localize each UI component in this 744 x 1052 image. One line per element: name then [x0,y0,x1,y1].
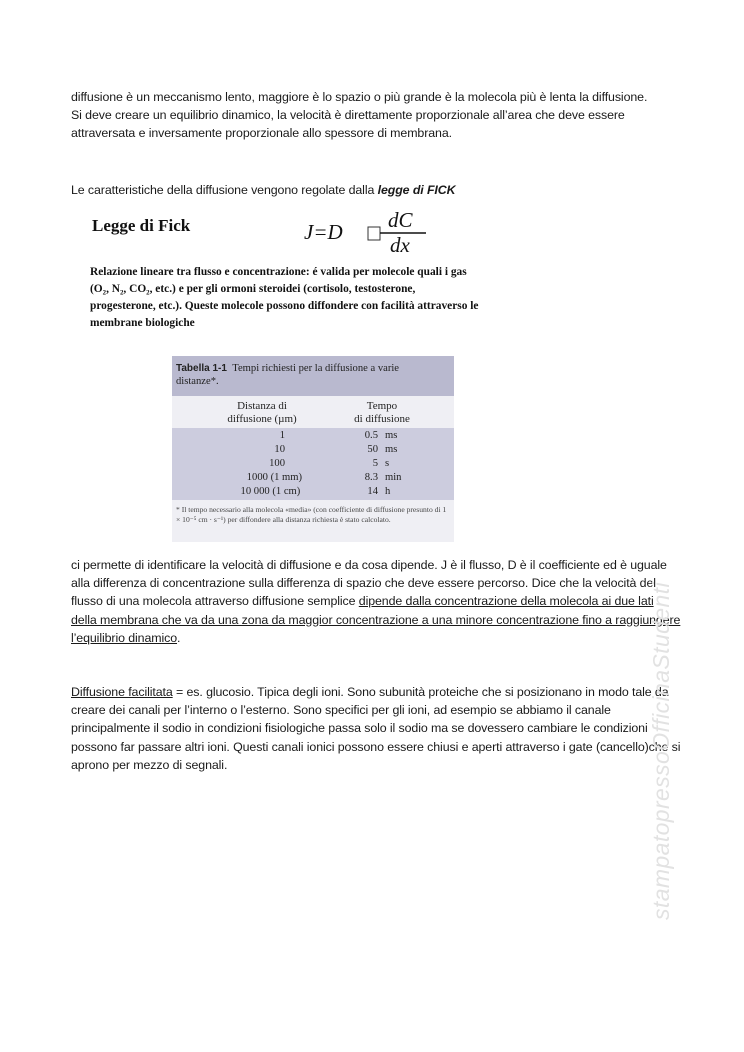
table-row [172,486,454,498]
fick-intro-text: Le caratteristiche della diffusione vengono regolate dalla [71,183,378,197]
table-body [172,428,454,500]
col1-header-line-2: diffusione (µm) [227,412,297,425]
table-label: Tabella 1-1 [176,363,227,374]
table-caption [176,362,450,388]
intro-line-2: Si deve creare un equilibrio dinamico, la velocità è direttamente proporzionale all’area che deve essere [71,108,625,123]
col2-header-line-2: di diffusione [354,412,410,425]
distance-note: (1 cm) [272,486,301,497]
col2-header-line-1: Tempo [366,400,398,412]
facilitated-diffusion-text: = es. glucosio. Tipica degli ioni. Sono subunità proteiche che si posizionano in modo tale da creare dei canali per l’interno o l’esterno. Sono specifici per gli ioni, ad esempio se abbiamo il canale principalmente il sodio in condizioni fisiologiche passa solo il sodio ma se dovessero cambiare le condizioni possono far passare altri ioni. Questi canali ionici possono essere chiusi e aperti attraverso i gate (cancello)che si aprono per mezzo di segnali. [71,685,681,772]
intro-line-1: diffusione è un meccanismo lento, maggiore è lo spazio o più grande è la molecola più è lenta la diffusione. [71,90,648,104]
distance-note: (1 mm) [270,472,303,483]
formula-denominator: dx [390,233,410,256]
fick-intro-paragraph [71,181,681,199]
fick-desc-line-4: membrane biologiche [90,317,195,329]
fick-law-image [88,208,508,332]
time-cell: 5 [372,458,378,469]
distance-cell: 1 [279,430,285,441]
column-header-time [337,400,427,425]
diffusion-time-table-image [172,356,454,542]
formula-placeholder-box [368,227,380,240]
time-unit: ms [385,430,398,441]
fick-formula [298,208,448,256]
distance-cell: 100 [269,458,285,469]
distance-cell: 10 [274,444,285,455]
time-unit: min [385,472,402,483]
fick-explanation-underlined: dipende dalla concentrazione della molecola ai due lati della membrana che va da una zona da maggior concentrazione a una minore concentrazione fino a raggiungere l’equilibrio dinamico [71,594,681,645]
fick-desc-line-3: progesterone, etc.). Queste molecole possono diffondere con facilità attraverso le [90,300,479,312]
col1-header-line-1: Distanza di [237,400,287,412]
fick-description [90,264,510,332]
table-caption-band [172,356,454,396]
time-cell: 0.5 [364,430,378,441]
formula-numerator: dC [388,208,413,232]
distance-cell: 1000 [246,472,268,483]
fick-title: Legge di Fick [92,216,191,235]
facilitated-diffusion-paragraph [71,683,681,774]
table-row [172,458,454,470]
watermark: stampatopressoOfficinaStudenti [648,581,674,920]
time-cell: 50 [367,444,378,455]
column-header-distance [212,400,312,425]
fick-desc-line-2: (O₂, N₂, CO₂, etc.) e per gli ormoni steroidei (cortisolo, testosterone, [90,283,416,295]
fick-explanation-end: . [177,630,181,645]
intro-line-3: attraversata e inversamente proporzionale allo spessore di membrana. [71,126,452,141]
fick-desc-line-1: Relazione lineare tra flusso e concentrazione: é valida per molecole quali i gas [90,266,467,278]
table-caption-line-1: Tempi richiesti per la diffusione a varie [232,363,399,374]
fick-law-emphasis: legge di FICK [377,183,456,197]
table-footnote: * Il tempo necessario alla molecola «media» (con coefficiente di diffusione presunto di 1 × 10⁻⁵ cm · s⁻¹) per diffondere alla distanza richiesta è stato calcolato. [176,505,447,524]
fick-explanation-text: ci permette di identificare la velocità di diffusione e da cosa dipende. J è il flusso, D è il coefficiente ed è uguale alla differenza di concentrazione sulla differenza di spazio che deve essere percorso. Dice che la velocità del flusso di una molecola attraverso diffusione semplice [71,558,667,609]
time-unit: ms [385,444,398,455]
table-caption-line-2: distanze*. [176,376,219,387]
fick-explanation-paragraph [71,556,681,647]
time-unit: h [385,486,391,497]
distance-cell: 10 000 [240,486,270,497]
time-cell: 14 [367,486,378,497]
table-row [172,472,454,484]
formula-lhs: J=D [304,220,343,244]
time-cell: 8.3 [364,472,378,483]
intro-paragraph [71,88,681,143]
time-unit: s [385,458,390,469]
facilitated-diffusion-term: Diffusione facilitata [71,685,173,699]
table-row [172,430,454,442]
table-row [172,444,454,456]
